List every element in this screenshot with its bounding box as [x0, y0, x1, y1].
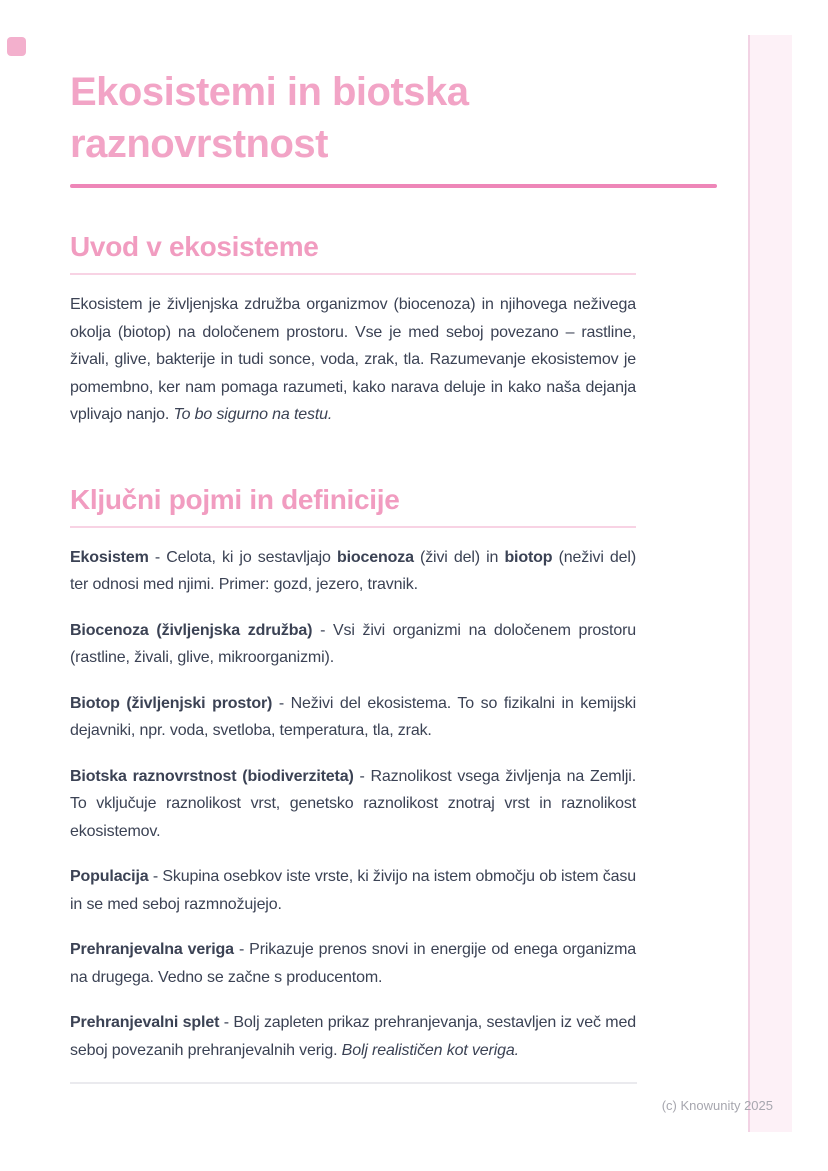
section-heading-pojmi: Ključni pojmi in definicije	[70, 483, 400, 515]
definition-populacija: Populacija - Skupina osebkov iste vrste, ki živijo na istem območju ob istem času in se med seboj razmnožujejo.	[70, 868, 636, 913]
corner-accent-square	[7, 37, 26, 56]
content-column	[70, 0, 636, 1084]
definition-ekosistem: Ekosistem - Celota, ki jo sestavljajo biocenoza (živi del) in biotop (neživi del) ter odnosi med njimi. Primer: gozd, jezero, travnik.	[70, 548, 636, 593]
definition-biotska-raznovrstnost: Biotska raznovrstnost (biodiverziteta) - Raznolikost vsega življenja na Zemlji. To vključuje raznolikost vrst, genetsko raznolikost znotraj vrst in raznolikost ekosistemov.	[70, 767, 636, 840]
intro-paragraph: Ekosistem je življenjska združba organizmov (biocenoza) in njihovega neživega okolja (biotop) na določenem prostoru. Vse je med seboj povezano – rastline, živali, glive, bakterije in tudi sonce, voda, zrak, tla. Razumevanje ekosistemov je pomembno, ker nam pomaga razumeti, kako narava deluje in kako naša dejanja vplivajo nanjo. To bo sigurno na testu.	[70, 296, 636, 423]
section-body-pojmi	[70, 544, 636, 1065]
definition-prehranjevalna-veriga: Prehranjevalna veriga - Prikazuje prenos snovi in energije od enega organizma na drugega. Vedno se začne s producentom.	[70, 941, 637, 986]
section-underline	[70, 526, 636, 528]
right-accent-stripe	[748, 35, 792, 1132]
footer-credit: (c) Knowunity 2025	[661, 1098, 773, 1113]
definition-biotop: Biotop (življenjski prostor) - Neživi del ekosistema. To so fizikalni in kemijski dejavniki, npr. voda, svetloba, temperatura, tla, zrak.	[70, 694, 636, 739]
title-divider	[70, 184, 717, 188]
page-title: Ekosistemi in biotska raznovrstnost	[70, 70, 469, 166]
section-heading-uvod: Uvod v ekosisteme	[70, 231, 319, 262]
footer-divider	[70, 1082, 637, 1084]
definition-biocenoza: Biocenoza (življenjska združba) - Vsi živi organizmi na določenem prostoru (rastline, živali, glive, mikroorganizmi).	[70, 621, 636, 666]
section-body-uvod	[70, 291, 636, 429]
section-underline	[70, 273, 636, 275]
definition-prehranjevalni-splet: Prehranjevalni splet - Bolj zapleten prikaz prehranjevanja, sestavljen iz več med seboj povezanih prehranjevalnih verig. Bolj realističen kot veriga.	[70, 1014, 636, 1059]
